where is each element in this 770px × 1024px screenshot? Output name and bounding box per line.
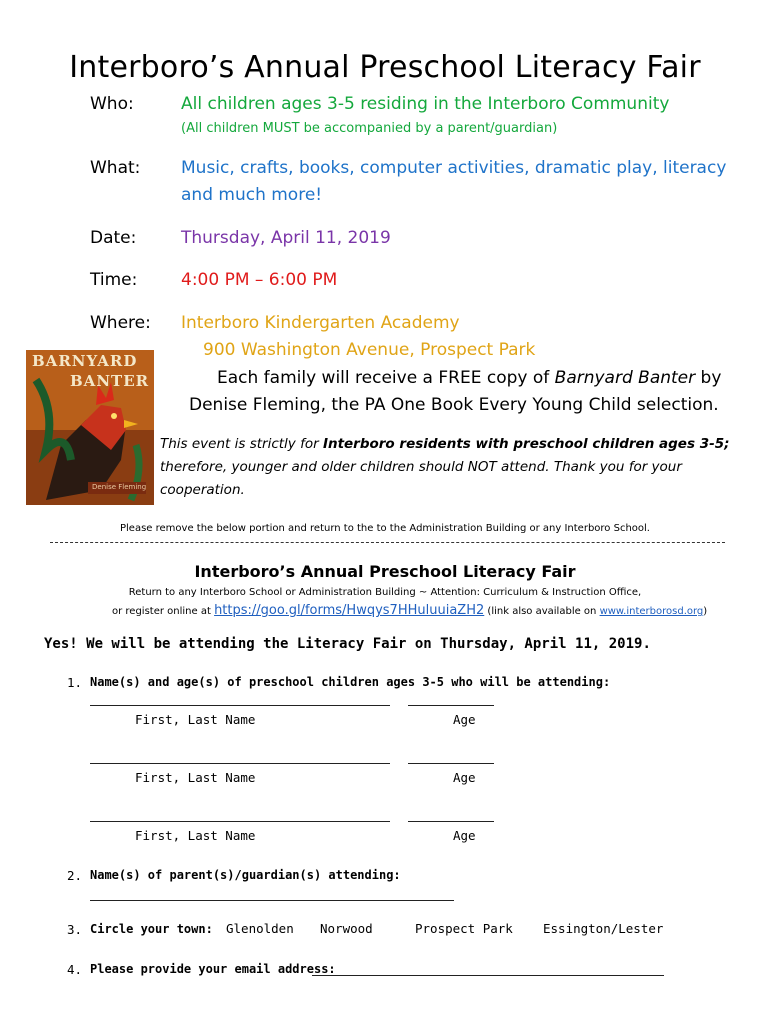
q2-number: 2. <box>67 868 83 883</box>
what-line-2: and much more! <box>181 185 323 205</box>
child-age-field-1[interactable] <box>408 705 494 706</box>
free-book-text: Each family will receive a FREE copy of <box>217 368 555 388</box>
remove-instruction: Please remove the below portion and return to the to the Administration Building or any Interboro School. <box>120 523 650 534</box>
book-cover-author: Denise Fleming <box>92 483 147 491</box>
town-option-glenolden[interactable]: Glenolden <box>226 921 294 936</box>
date-label: Date: <box>90 228 137 248</box>
register-note: (link also available on <box>484 606 600 617</box>
notice-line-3: cooperation. <box>160 482 245 498</box>
register-text: or register online at <box>112 606 215 617</box>
q4-text: Please provide your email address: <box>90 962 336 976</box>
q3-number: 3. <box>67 922 83 937</box>
notice-line-1 <box>160 433 729 456</box>
town-option-essington-lester[interactable]: Essington/Lester <box>543 921 664 936</box>
what-label: What: <box>90 158 141 178</box>
guardian-name-field[interactable] <box>90 900 454 901</box>
child-name-field-3[interactable] <box>90 821 390 822</box>
notice-bold: Interboro residents with preschool children ages 3-5; <box>322 436 730 452</box>
age-label-1: Age <box>453 712 476 727</box>
q4-number: 4. <box>67 962 83 977</box>
time-label: Time: <box>90 270 138 290</box>
where-line-2: 900 Washington Avenue, Prospect Park <box>203 340 536 360</box>
who-value: All children ages 3-5 residing in the Interboro Community <box>181 94 670 114</box>
age-label-3: Age <box>453 828 476 843</box>
who-label: Who: <box>90 94 134 114</box>
child-age-field-3[interactable] <box>408 821 494 822</box>
date-value: Thursday, April 11, 2019 <box>181 228 391 248</box>
what-line-1: Music, crafts, books, computer activities, dramatic play, literacy <box>181 158 727 178</box>
child-name-field-2[interactable] <box>90 763 390 764</box>
name-label-1: First, Last Name <box>135 712 256 727</box>
time-value: 4:00 PM – 6:00 PM <box>181 270 338 290</box>
town-option-prospect-park[interactable]: Prospect Park <box>415 921 513 936</box>
district-website-link[interactable]: www.interborosd.org <box>599 606 704 617</box>
notice-text: This event is strictly for <box>160 436 323 452</box>
q1-text: Name(s) and age(s) of preschool children ages 3-5 who will be attending: <box>90 675 611 689</box>
form-title: Interboro’s Annual Preschool Literacy Fair <box>194 562 576 581</box>
attendance-confirmation: Yes! We will be attending the Literacy Fair on Thursday, April 11, 2019. <box>44 636 651 652</box>
register-close: ) <box>703 606 708 617</box>
cut-line-divider <box>50 542 725 543</box>
q2-text: Name(s) of parent(s)/guardian(s) attending: <box>90 868 401 882</box>
q1-number: 1. <box>67 675 83 690</box>
book-cover-title-2: BANTER <box>70 372 150 390</box>
name-label-2: First, Last Name <box>135 770 256 785</box>
town-option-norwood[interactable]: Norwood <box>320 921 373 936</box>
email-field[interactable] <box>312 975 664 976</box>
return-instruction: Return to any Interboro School or Administration Building ~ Attention: Curriculum & Instruction Office, <box>128 587 642 598</box>
book-cover-title-1: BARNYARD <box>32 352 138 370</box>
child-name-field-1[interactable] <box>90 705 390 706</box>
register-line <box>112 603 707 618</box>
age-label-2: Age <box>453 770 476 785</box>
where-line-1: Interboro Kindergarten Academy <box>181 313 460 333</box>
free-book-by: by <box>695 368 722 388</box>
registration-form-link[interactable]: https://goo.gl/forms/Hwqys7HHuluuiaZH2 <box>214 603 485 618</box>
book-title: Barnyard Banter <box>554 368 696 388</box>
who-note: (All children MUST be accompanied by a parent/guardian) <box>181 121 558 136</box>
child-age-field-2[interactable] <box>408 763 494 764</box>
page-title: Interboro’s Annual Preschool Literacy Fair <box>69 50 701 85</box>
notice-line-2: therefore, younger and older children should NOT attend. Thank you for your <box>160 459 682 475</box>
q3-text: Circle your town: <box>90 922 213 936</box>
name-label-3: First, Last Name <box>135 828 256 843</box>
book-cover-image <box>26 350 154 505</box>
free-book-line-2: Denise Fleming, the PA One Book Every Young Child selection. <box>189 395 719 415</box>
free-book-line-1 <box>217 368 721 388</box>
where-label: Where: <box>90 313 151 333</box>
